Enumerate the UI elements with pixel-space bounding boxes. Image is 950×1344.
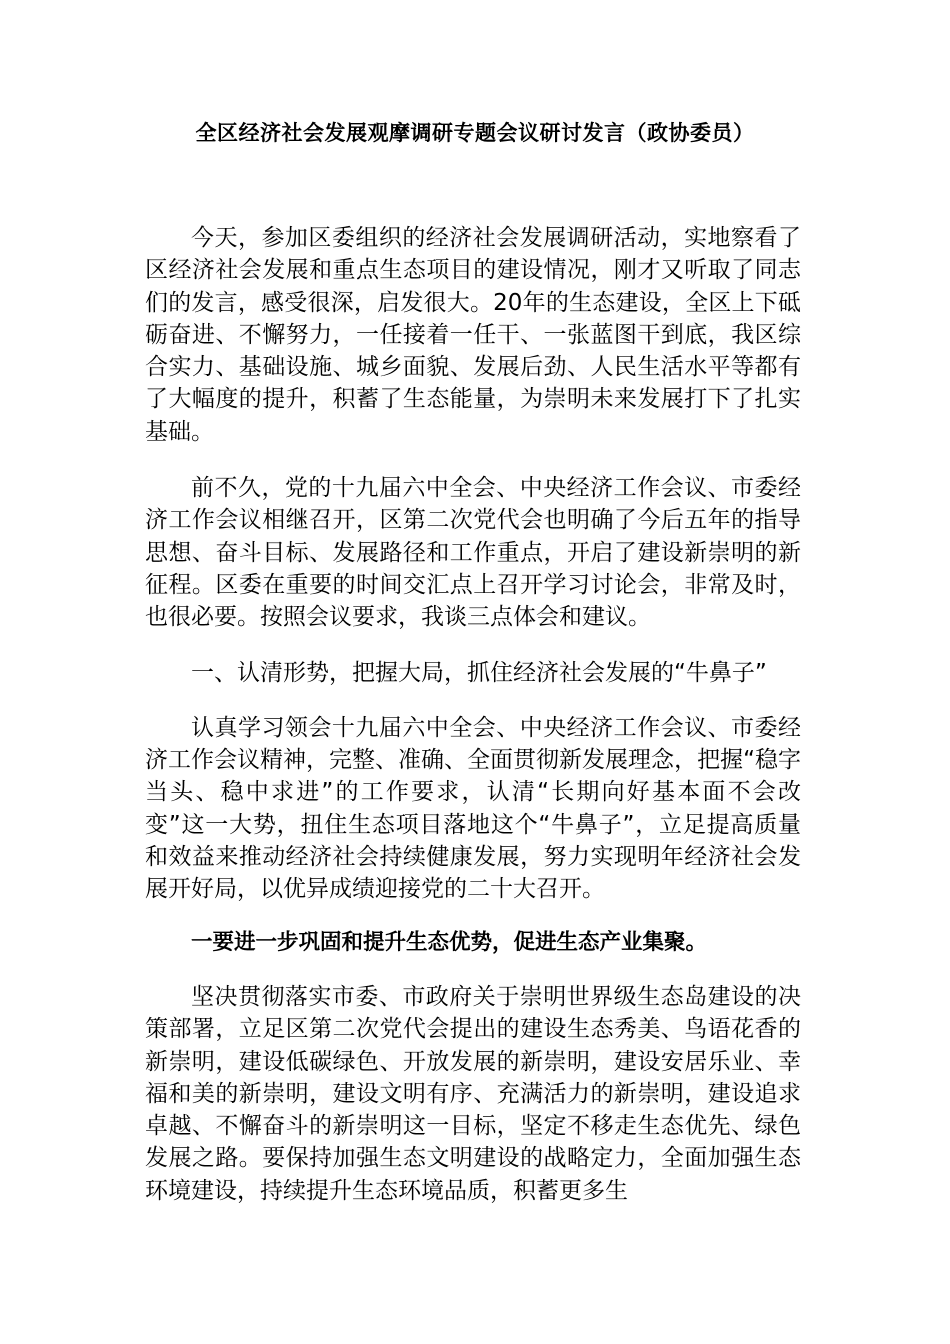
subheading-1: 一要进一步巩固和提升生态优势，促进生态产业集聚。 — [191, 929, 708, 955]
paragraph-intro: 今天，参加区委组织的经济社会发展调研活动，实地察看了区经济社会发展和重点生态项目的建设情况，刚才又听取了同志们的发言，感受很深，启发很大。20年的生态建设，全区上下砥砺奋进、不懈努力，一任接着一任干、一张蓝图干到底，我区综合实力、基础设施、城乡面貌、发展后劲、人民生活水平等都有了大幅度的提升，积蓄了生态能量，为崇明未来发展打下了扎实基础。 — [145, 225, 801, 445]
document-title: 全区经济社会发展观摩调研专题会议研讨发言（政协委员） — [195, 121, 755, 145]
section-heading-1: 一、认清形势，把握大局，抓住经济社会发展的“牛鼻子” — [191, 659, 767, 686]
paragraph-section-1: 认真学习领会十九届六中全会、中央经济工作会议、市委经济工作会议精神，完整、准确、全面贯彻新发展理念，把握“稳字当头、稳中求进”的工作要求，认清“长期向好基本面不会改变”这一大势，扭住生态项目落地这个“牛鼻子”，立足提高质量和效益来推动经济社会持续健康发展，努力实现明年经济社会发展开好局，以优异成绩迎接党的二十大召开。 — [145, 714, 801, 903]
paragraph-context: 前不久，党的十九届六中全会、中央经济工作会议、市委经济工作会议相继召开，区第二次党代会也明确了今后五年的指导思想、奋斗目标、发展路径和工作重点，开启了建设新崇明的新征程。区委在重要的时间交汇点上召开学习讨论会，非常及时，也很必要。按照会议要求，我谈三点体会和建议。 — [145, 475, 801, 631]
document-body — [145, 222, 801, 1207]
paragraph-subsection-1: 坚决贯彻落实市委、市政府关于崇明世界级生态岛建设的决策部署，立足区第二次党代会提出的建设生态秀美、鸟语花香的新崇明，建设低碳绿色、开放发展的新崇明，建设安居乐业、幸福和美的新崇明，建设文明有序、充满活力的新崇明，建设追求卓越、不懈奋斗的新崇明这一目标，坚定不移走生态优先、绿色发展之路。要保持加强生态文明建设的战略定力，全面加强生态环境建设，持续提升生态环境品质，积蓄更多生 — [145, 983, 801, 1204]
